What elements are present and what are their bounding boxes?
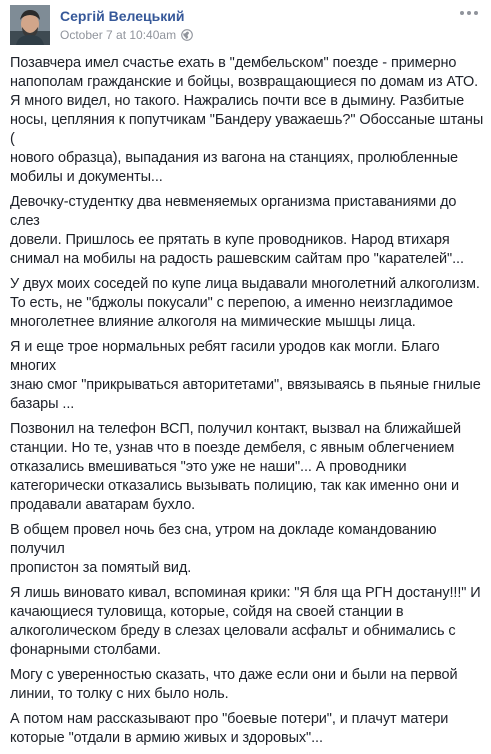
post-paragraph: Я лишь виновато кивал, вспоминая крики: "Я бля ща РГН достану!!!" И качающиеся туловища, которые, сойдя на своей станции в алкоголическом бреду в слезах целовали асфальт и обнимались с фонарными столбами. [10,585,481,658]
post-paragraph: У двух моих соседей по купе лица выдавали многолетний алкоголизм. То есть, не "бджолы покусали" с перепою, а именно неизгладимое многолетнее влияние алкоголя на мимические мышцы лица. [10,276,480,330]
post-meta [60,27,193,43]
post-paragraph: А потом нам рассказывают про "боевые потери", и плачут матери которые "отдали в армию живых и здоровых"... [10,711,449,746]
post-header [10,5,481,47]
post-timestamp[interactable]: October 7 at 10:40am [60,28,177,42]
post-paragraph: Девочку-студентку два невменяемых организма приставаниями до слез довели. Пришлось ее прятать в купе проводников. Народ втихаря снимал на мобилы на радость рашевским сайтам про "карателей"... [10,194,464,267]
avatar[interactable] [10,5,50,45]
post-body [10,54,484,754]
globe-icon[interactable] [181,29,193,41]
post-paragraph: В общем провел ночь без сна, утром на докладе командованию получил пропистон за помятый вид. [10,522,437,576]
post-paragraph: Могу с уверенностью сказать, что даже если они и были на первой линии, то толку с них было ноль. [10,667,458,702]
more-options-icon[interactable] [459,5,479,21]
post-paragraph: Я и еще трое нормальных ребят гасили уродов как могли. Благо многих знаю смог "прикрываться авторитетами", ввязываясь в пьяные гнилые базары ... [10,339,481,412]
post-paragraph: Позавчера имел счастье ехать в "дембельском" поезде - примерно напополам гражданские и бойцы, возвращающиеся по домам из АТО. Я много видел, но такого. Нажрались почти все в дымину. Разбитые носы, цепляния к попутчикам "Бандеру уважаешь?" Обоссаные штаны ( нового образца), выпадания из вагона на станциях, пролюбленные мобилы и документы... [10,55,484,185]
post-paragraph: Позвонил на телефон ВСП, получил контакт, вызвал на ближайшей станции. Но те, узнав что в поезде дембеля, с явным облегчением отказались вмешиваться "это уже не наши"... А проводники категорически отказались вызывать полицию, так как именно они и продавали аватарам бухло. [10,421,461,513]
author-name[interactable]: Сергій Велецький [60,8,185,24]
